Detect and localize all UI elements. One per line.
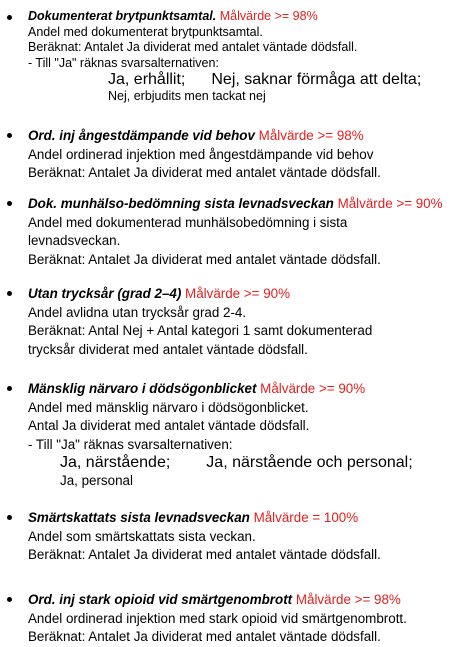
option-item: Nej, erbjudits men tackat nej (108, 89, 266, 103)
indicator-calculation: trycksår dividerat med antalet väntade dödsfall. (28, 341, 308, 357)
indicator-calculation: Beräknat: Antalet Ja dividerat med antalet väntade dödsfall. (28, 547, 381, 562)
indicator-calculation: Beräknat: Antalet Ja dividerat med antalet väntade dödsfall. (28, 629, 381, 644)
indicator-description: Andel med dokumenterad munhälsobedömning i sista (28, 214, 348, 230)
indicator-description: Andel med mänsklig närvaro i dödsögonblicket. (28, 399, 309, 415)
indicator-target: Målvärde >= 90% (337, 196, 443, 211)
indicator-target: Målvärde >= 98% (219, 9, 318, 23)
indicator-description: Andel ordinerad injektion med ångestdämpande vid behov (28, 146, 374, 162)
indicator-description: levnadsveckan. (28, 233, 121, 248)
bullet-icon (7, 201, 12, 206)
indicator-target: Målvärde >= 90% (185, 286, 291, 301)
indicator-description: Andel som smärtskattats sista veckan. (28, 528, 256, 544)
bullet-icon (7, 597, 12, 602)
indicator-heading (28, 9, 466, 25)
option-item: Nej, saknar förmåga att delta; (211, 71, 422, 88)
indicator-description: Andel avlidna utan trycksår grad 2-4. (28, 304, 247, 320)
bullet-icon (7, 515, 12, 520)
indicator-note: - Till "Ja" räknas svarsalternativen: (28, 436, 233, 452)
indicator-heading (28, 285, 466, 304)
bullet-icon (7, 386, 12, 391)
bullet-icon (7, 291, 12, 296)
indicator-calculation: Beräknat: Antalet Ja dividerat med antalet väntade dödsfall. (28, 165, 381, 180)
indicator-smartskattning (0, 509, 466, 565)
indicator-calculation: Beräknat: Antalet Ja dividerat med antalet väntade dödsfall. (28, 40, 358, 54)
option-row (0, 71, 466, 89)
option-item: Ja, personal (60, 473, 133, 488)
indicator-heading (28, 195, 466, 214)
option-item: Ja, erhållit; (108, 71, 186, 88)
indicator-title: Ord. inj stark opioid vid smärtgenombrott (28, 592, 293, 607)
bullet-icon (7, 15, 12, 20)
indicator-calculation: Beräknat: Antal Nej + Antal kategori 1 samt dokumenterad (28, 323, 373, 338)
indicator-heading (28, 127, 466, 146)
indicator-title: Utan trycksår (grad 2–4) (28, 286, 182, 301)
indicator-title: Dokumenterat brytpunktsamtal. (28, 9, 217, 23)
indicator-title: Smärtskattats sista levnadsveckan (28, 510, 250, 525)
indicator-brytpunktsamtal (0, 9, 466, 105)
indicator-stark-opioid (0, 591, 466, 647)
indicator-mansklig-narvaro (0, 380, 466, 491)
bullet-icon (7, 133, 12, 138)
indicator-target: Målvärde = 100% (253, 510, 359, 525)
indicator-heading (28, 509, 466, 528)
indicator-target: Målvärde >= 98% (258, 128, 364, 143)
option-item: Ja, närstående; (60, 454, 171, 471)
option-item: Ja, närstående och personal; (206, 454, 413, 471)
indicator-note: - Till "Ja" räknas svarsalternativen: (28, 55, 219, 70)
indicator-target: Målvärde >= 90% (260, 381, 366, 396)
indicator-calculation: Antal Ja dividerat med antalet väntade dödsfall. (28, 418, 310, 433)
option-row (0, 454, 466, 472)
indicator-title: Dok. munhälso-bedömning sista levnadsveckan (28, 196, 334, 211)
indicator-title: Ord. inj ångestdämpande vid behov (28, 128, 255, 143)
indicator-target: Målvärde >= 98% (295, 592, 401, 607)
indicator-trycksar (0, 285, 466, 359)
indicator-heading (28, 380, 466, 399)
indicator-description: Andel ordinerad injektion med stark opioid vid smärtgenombrott. (28, 610, 407, 626)
indicator-description: Andel med dokumenterat brytpunktsamtal. (28, 24, 263, 39)
indicator-title: Mänsklig närvaro i dödsögonblicket (28, 381, 257, 396)
indicator-calculation: Beräknat: Antalet Ja dividerat med antalet väntade dödsfall. (28, 251, 381, 267)
indicator-heading (28, 591, 466, 610)
indicator-angestdampande (0, 127, 466, 183)
indicator-munhalsobedomning (0, 195, 466, 269)
